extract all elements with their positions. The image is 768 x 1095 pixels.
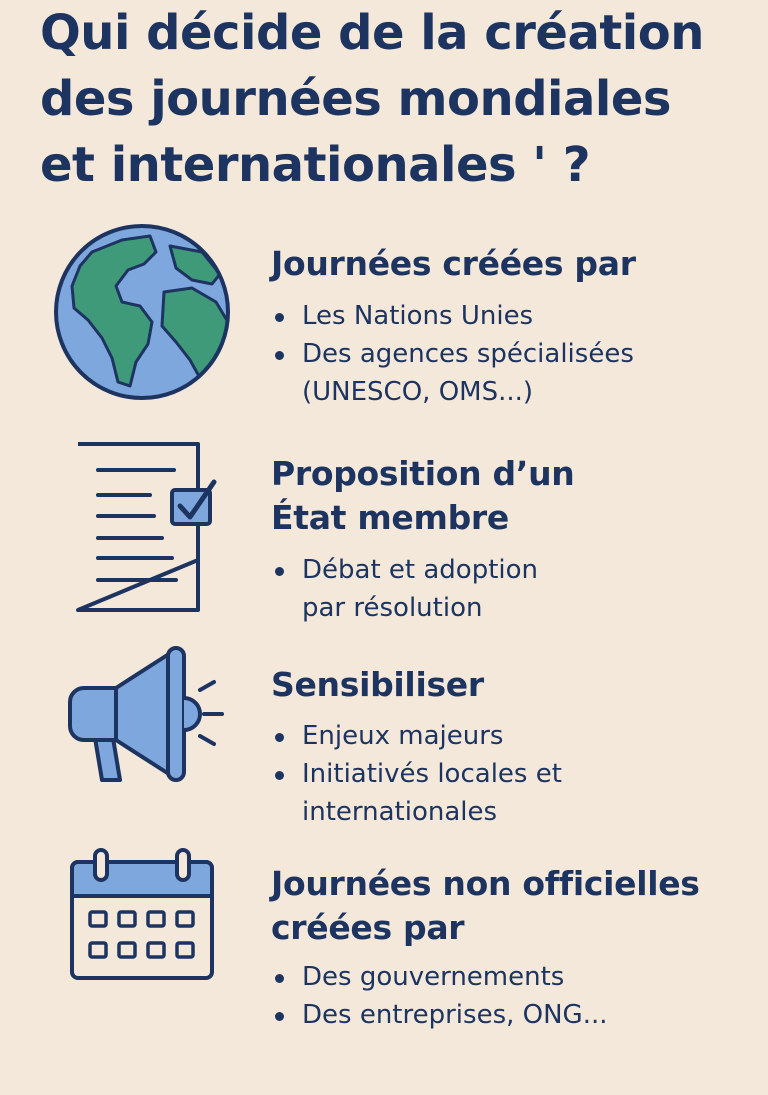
list-item: Des entreprises, ONG... [271,996,608,1034]
bullet-dot [275,771,284,780]
bullet-dot [275,974,284,983]
section-heading: Sensibiliser [271,665,484,704]
section-heading: Journées créées par [271,244,636,283]
list-item: Les Nations Unies [271,297,634,335]
list-item: Initiativés locales et internationales [271,755,562,831]
bullet-dot [275,351,284,360]
bullet-list [271,297,634,411]
list-item: Débat et adoption par résolution [271,551,538,627]
list-item: Des agences spécialisées (UNESCO, OMS...) [271,335,634,411]
bullet-dot [275,567,284,576]
page-title [40,0,760,198]
section-heading: Proposition d’un État membre [271,454,575,537]
section-heading: Journées non officielles créées par [271,864,700,947]
bullet-list [271,958,608,1034]
checklist-document-icon [72,440,222,619]
calendar-icon [68,846,218,986]
globe-icon [52,222,232,406]
list-item: Enjeux majeurs [271,717,562,755]
title-line-3: et internationales ' ? [40,137,591,193]
title-line-1: Qui décide de la création [40,5,704,61]
megaphone-icon [64,644,229,793]
title-line-2: des journées mondiales [40,71,671,127]
bullet-list [271,551,538,627]
list-item: Des gouvernements [271,958,608,996]
bullet-dot [275,733,284,742]
bullet-dot [275,313,284,322]
bullet-dot [275,1012,284,1021]
bullet-list [271,717,562,831]
